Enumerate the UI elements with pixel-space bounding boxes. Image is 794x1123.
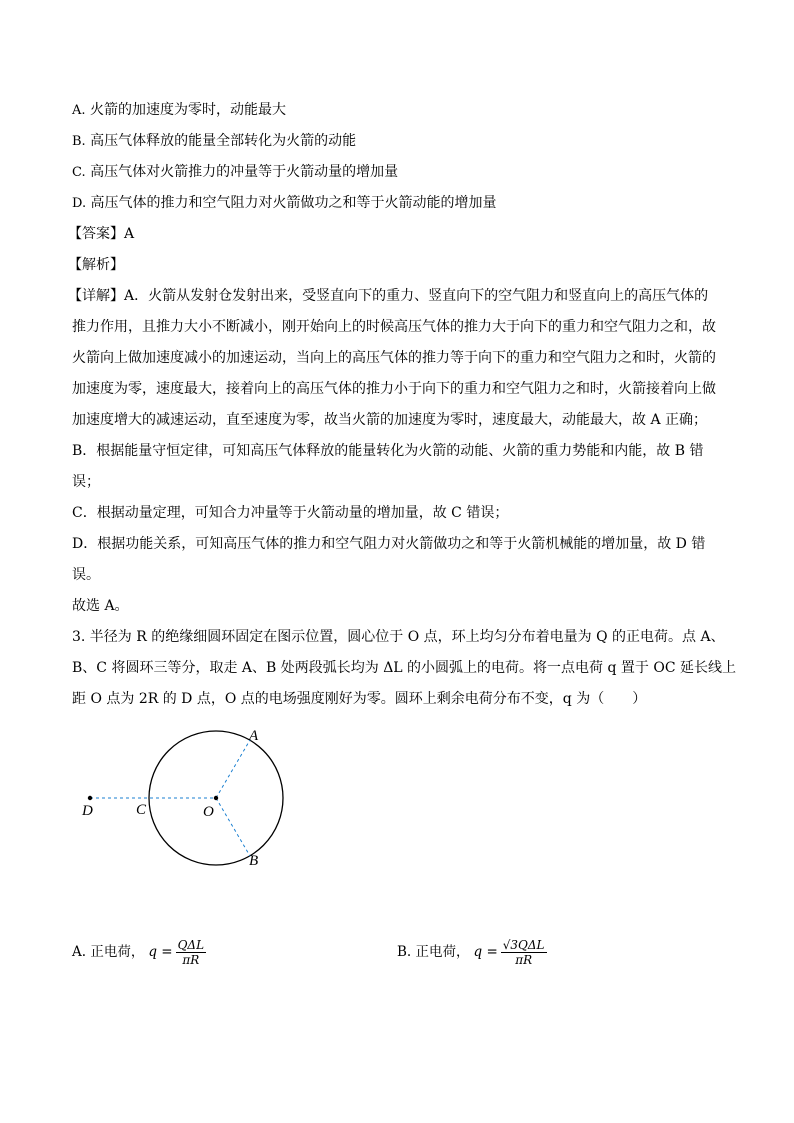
denominator: πR [515, 953, 533, 967]
q2-option-c [72, 164, 722, 181]
answer-value: A [124, 226, 135, 242]
option-var: q = [473, 944, 498, 960]
q2-option-d [72, 195, 722, 212]
question3-line: 3. 半径为 R 的绝缘细圆环固定在图示位置，圆心位于 O 点，环上均匀分布着电量为 Q 的正电荷。点 A、 [72, 629, 725, 645]
detail-line: 误。 [72, 567, 100, 583]
detail-line: B．根据能量守恒定律，可知高压气体释放的能量转化为火箭的动能、火箭的重力势能和内能，故 B 错 [72, 443, 704, 459]
option-letter: B. [397, 944, 412, 960]
option-letter: B. [72, 134, 86, 149]
detail-line: 加速度增大的减速运动，直至速度为零，故当火箭的加速度为零时，速度最大，动能最大，故 A 正确； [72, 412, 708, 428]
option-letter: A. [72, 103, 86, 118]
option-letter: D. [72, 196, 87, 211]
q2-option-a [72, 102, 722, 119]
detail-line: 【详解】A．火箭从发射仓发射出来，受竖直向下的重力、竖直向下的空气阻力和竖直向上的高压气体的 [68, 288, 709, 304]
fraction [501, 938, 547, 967]
detail-line: D．根据功能关系，可知高压气体的推力和空气阻力对火箭做功之和等于火箭机械能的增加量，故 D 错 [72, 536, 706, 552]
o-to-a-dashed-line [216, 740, 250, 798]
detail-line: 误； [72, 474, 100, 490]
option-letter: C. [72, 165, 86, 180]
numerator: √3QΔL [502, 938, 545, 952]
label-b: B [249, 853, 259, 869]
q3-option-a [72, 938, 206, 967]
label-a: A [249, 728, 259, 744]
option-text: 高压气体对火箭推力的冲量等于火箭动量的增加量 [90, 164, 399, 180]
option-text: 正电荷， [90, 944, 145, 960]
detail-line: 火箭向上做加速度减小的加速运动，当向上的高压气体的推力等于向下的重力和空气阻力之和时，火箭的 [72, 350, 716, 366]
question3-line: B、C 将圆环三等分，取走 A、B 处两段弧长均为 ΔL 的小圆弧上的电荷。将一点电荷 q 置于 OC 延长线上 [72, 660, 737, 676]
detail-line: 故选 A。 [72, 598, 129, 614]
fraction [176, 938, 206, 967]
option-letter: A. [72, 944, 87, 960]
option-var: q = [148, 944, 173, 960]
question3-line: 距 O 点为 2R 的 D 点，O 点的电场强度刚好为零。圆环上剩余电荷分布不变，q 为（ ） [72, 691, 647, 707]
point-o-dot [214, 796, 218, 800]
label-c: C [136, 802, 147, 818]
label-d: D [82, 803, 93, 819]
detail-line: 推力作用，且推力大小不断减小，刚开始向上的时候高压气体的推力大于向下的重力和空气阻力之和，故 [72, 319, 716, 335]
option-text: 火箭的加速度为零时，动能最大 [89, 102, 286, 118]
answer-line [68, 226, 718, 242]
ring-figure [72, 722, 302, 872]
detail-line: C．根据动量定理，可知合力冲量等于火箭动量的增加量，故 C 错误； [72, 505, 509, 521]
q3-option-b [397, 938, 547, 967]
analysis-label: 【解析】 [68, 257, 124, 273]
answer-label: 【答案】 [68, 226, 124, 242]
option-text: 高压气体的推力和空气阻力对火箭做功之和等于火箭动能的增加量 [90, 195, 497, 211]
label-o: O [203, 804, 214, 820]
denominator: πR [182, 953, 200, 967]
option-text: 高压气体释放的能量全部转化为火箭的动能 [90, 133, 357, 149]
o-to-b-dashed-line [216, 798, 250, 856]
q2-option-b [72, 133, 722, 150]
point-d-dot [88, 796, 92, 800]
detail-line: 加速度为零，速度最大，接着向上的高压气体的推力小于向下的重力和空气阻力之和时，火箭接着向上做 [72, 381, 716, 397]
option-text: 正电荷， [415, 944, 470, 960]
numerator: QΔL [177, 938, 205, 952]
